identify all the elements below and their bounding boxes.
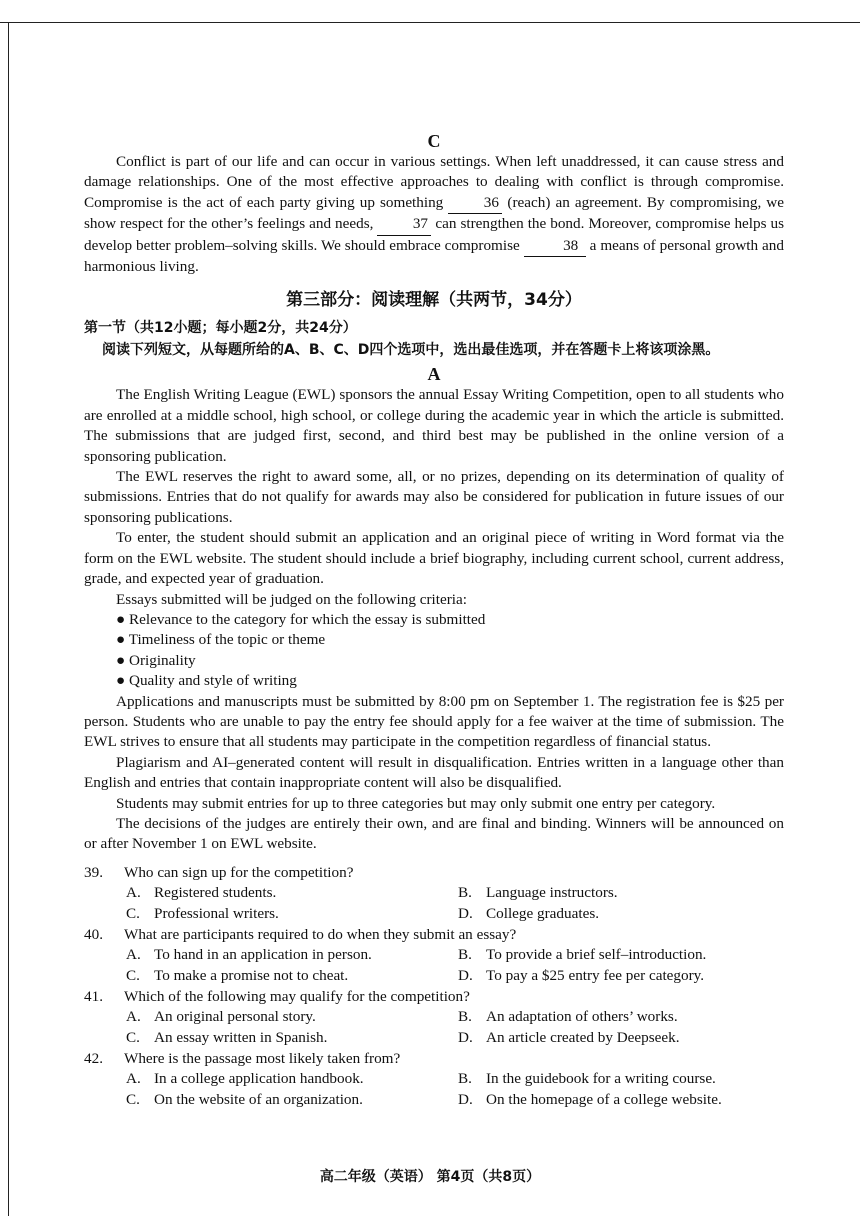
page-border-left <box>8 22 9 1216</box>
section-c-text-2: (reach) an agreement. By compromising, we show respect for the other’s feelings and needs, <box>84 193 785 233</box>
option-c[interactable]: C. An essay written in Spanish. <box>126 1028 328 1046</box>
question-number: 39. <box>84 863 103 881</box>
criteria-item: ● Timeliness of the topic or theme <box>116 631 326 649</box>
option-a[interactable]: A. An original personal story. <box>126 1008 316 1026</box>
question-stem: Which of the following may qualify for the competition? <box>124 987 470 1005</box>
question-42 <box>84 1049 784 1111</box>
option-b[interactable]: B. In the guidebook for a writing course. <box>458 1070 716 1088</box>
question-stem: Where is the passage most likely taken from? <box>124 1049 401 1067</box>
option-d[interactable]: D. College graduates. <box>458 904 600 922</box>
option-d[interactable]: D. To pay a $25 entry fee per category. <box>458 966 705 984</box>
option-d[interactable]: D. An article created by Deepseek. <box>458 1028 680 1046</box>
page-footer: 高二年级（英语） 第4页（共8页） <box>319 1169 541 1185</box>
passage-paragraph-7: Students may submit entries for up to three categories but may only submit one entry per category. <box>116 794 716 812</box>
option-c[interactable]: C. Professional writers. <box>126 904 279 922</box>
blank-37: 37 <box>377 214 431 235</box>
page-border-top <box>0 22 860 23</box>
option-a[interactable]: A. To hand in an application in person. <box>126 946 372 964</box>
part-three-title: 第三部分：阅读理解（共两节，34分） <box>286 290 582 311</box>
criteria-intro: Essays submitted will be judged on the following criteria: <box>116 590 467 608</box>
passage-paragraph-8: The decisions of the judges are entirely their own, and are final and binding. Winners will be announced on or after November 1 on EWL website. <box>84 814 784 853</box>
question-number: 42. <box>84 1049 103 1067</box>
section-c-text-3: can strengthen the bond. Moreover, compromise helps us develop better problem–solving skills. We should embrace compromise <box>84 215 785 254</box>
reading-instruction: 阅读下列短文，从每题所给的A、B、C、D四个选项中，选出最佳选项，并在答题卡上将该项涂黑。 <box>102 342 720 359</box>
passage-paragraph-5: Applications and manuscripts must be submitted by 8:00 pm on September 1. The registration fee is $25 per person. Students who are unable to pay the entry fee should apply for a fee waiver at the time of submission. The EWL strives to ensure that all students may participate in the competition regardless of financial status. <box>84 692 784 751</box>
option-b[interactable]: B. Language instructors. <box>458 884 618 902</box>
question-40 <box>84 925 784 987</box>
section-c-text-1: Conflict is part of our life and can occur in various settings. When left unaddressed, it can cause stress and damage relationships. One of the most effective approaches to dealing with conflict is through compromise. Compromise is the act of each party giving up something <box>84 153 784 211</box>
criteria-item: ● Relevance to the category for which the essay is submitted <box>116 610 486 628</box>
question-number: 41. <box>84 987 103 1005</box>
question-39 <box>84 863 784 925</box>
passage-paragraph-6: Plagiarism and AI–generated content will result in disqualification. Entries written in a language other than English and entries that contain inappropriate content will also be disqualified. <box>84 753 784 792</box>
section-c-heading: C <box>427 131 441 151</box>
passage-a-heading: A <box>427 364 441 385</box>
passage-paragraph-3: To enter, the student should submit an application and an original piece of writing in Word format via the form on the EWL website. The student should include a brief biography, including current school, current address, grade, and expected year of graduation. <box>84 529 784 588</box>
option-a[interactable]: A. Registered students. <box>126 884 277 902</box>
criteria-item: ● Quality and style of writing <box>116 672 297 690</box>
question-41 <box>84 987 784 1049</box>
section-one-heading: 第一节（共12小题；每小题2分，共24分） <box>84 320 357 337</box>
passage-paragraph-1: The English Writing League (EWL) sponsors the annual Essay Writing Competition, open to all students who are enrolled at a middle school, high school, or college during the academic year in which the article is submitted. The submissions that are judged first, second, and third best may be published in the online version of a sponsoring publication. <box>84 386 784 465</box>
question-number: 40. <box>84 925 103 943</box>
question-stem: Who can sign up for the competition? <box>124 863 354 881</box>
option-c[interactable]: C. To make a promise not to cheat. <box>126 966 349 984</box>
criteria-item: ● Originality <box>116 651 196 669</box>
blank-36: 36 <box>448 193 502 214</box>
option-a[interactable]: A. In a college application handbook. <box>126 1070 364 1088</box>
passage-paragraph-2: The EWL reserves the right to award some, all, or no prizes, depending on its determination of quality of submissions. Entries that do not qualify for awards may also be considered for publication in future issues of our sponsoring publications. <box>84 468 784 526</box>
question-stem: What are participants required to do when they submit an essay? <box>124 925 517 943</box>
option-d[interactable]: D. On the homepage of a college website. <box>458 1090 722 1108</box>
blank-38: 38 <box>524 236 586 257</box>
option-b[interactable]: B. An adaptation of others’ works. <box>458 1008 678 1026</box>
section-c-paragraph <box>84 152 784 277</box>
exam-page <box>84 130 784 1111</box>
option-c[interactable]: C. On the website of an organization. <box>126 1090 363 1108</box>
section-c-text-4: a means of personal growth and harmonious living. <box>84 236 784 276</box>
option-b[interactable]: B. To provide a brief self–introduction. <box>458 946 707 964</box>
